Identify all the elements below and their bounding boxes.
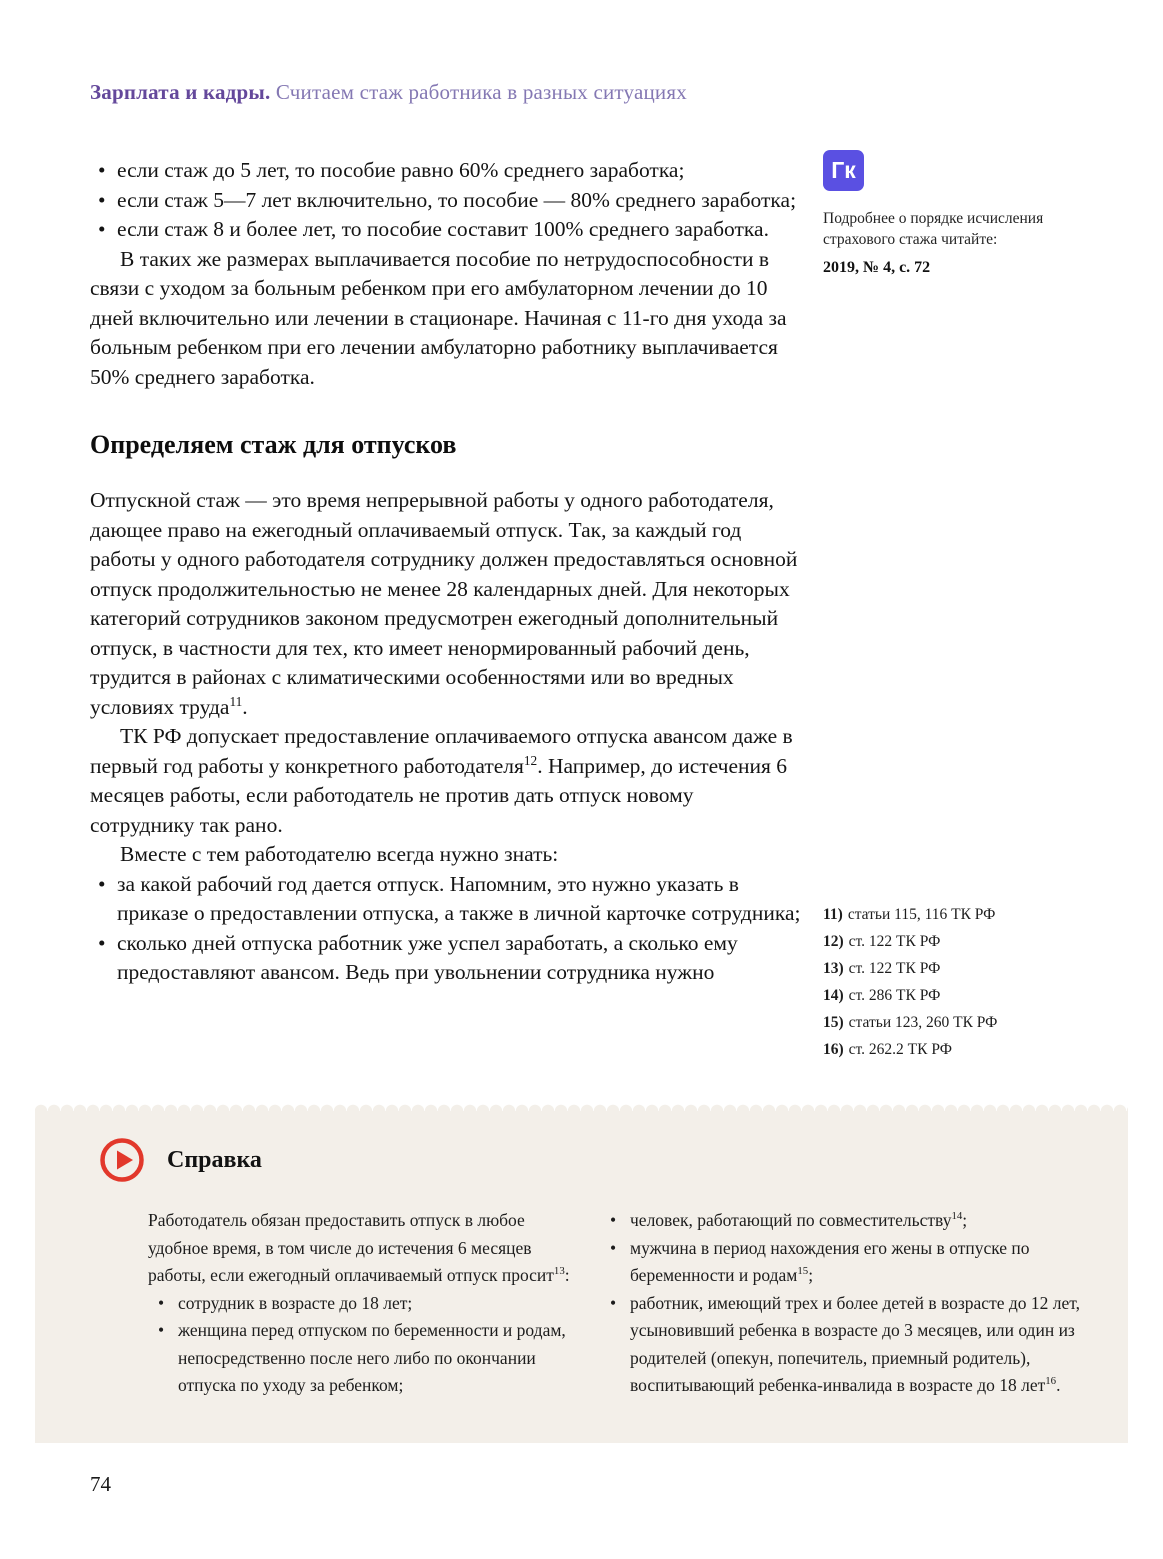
footnote	[823, 955, 1133, 982]
rubric-title: Зарплата и кадры.	[90, 80, 271, 104]
paragraph-text: :	[564, 1265, 570, 1285]
section-heading: Определяем стаж для отпусков	[90, 430, 457, 459]
paragraph-text: работник, имеющий трех и более детей в возрасте до 12 лет, усыновивший ребенка в возрасте до 3 месяцев, или один из родителей (опекун, попечитель, приемный родитель), воспитывающий ребенка-инвалида в возрасте до 18 лет	[630, 1292, 1080, 1395]
paragraph-text: мужчина в период нахождения его жены в отпуске по беременности и родам	[630, 1237, 1030, 1285]
sidebar-issue-reference: 2019, № 4, с. 72	[823, 259, 931, 276]
paragraph-sick-child: В таких же размерах выплачивается пособие по нетрудоспособности в связи с уходом за больным ребенком при его амбулаторном лечении до 10 дней включительно или лечении в стационаре. Начиная с 11-го дня ухода за больным ребенком при его лечении амбулаторно работнику выплачивается 50% среднего заработка.	[90, 246, 787, 389]
footnote-text: статьи 123, 260 ТК РФ	[848, 1014, 998, 1031]
paragraph-vacation-definition	[90, 486, 802, 722]
page-number: 74	[90, 1472, 111, 1496]
paragraph-text: . Например, до истечения 6 месяцев работы, если работодатель не против дать отпуск новому сотруднику так рано.	[90, 753, 788, 837]
paragraph-text: Работодатель обязан предоставить отпуск в любое удобное время, в том числе до истечения 6 месяцев работы, если ежегодный оплачиваемый отпуск просит	[148, 1210, 554, 1285]
paragraph-text: .	[242, 694, 248, 719]
list-item: • сотрудник в возрасте до 18 лет;	[148, 1290, 588, 1318]
list-item: • сколько дней отпуска работник уже успел заработать, а сколько ему предоставляют авансом. Ведь при увольнении сотрудника нужно	[90, 929, 802, 988]
list-item: • женщина перед отпуском по беременности и родам, непосредственно после него либо по окончании отпуска по уходу за ребенком;	[148, 1317, 588, 1400]
paragraph-text: Отпускной стаж — это время непрерывной работы у одного работодателя, дающее право на ежегодный оплачиваемый отпуск. Так, за каждый год работы у одного работодателя сотруднику должен предоставляться основной отпуск продолжительностью не менее 28 календарных дней. Для некоторых категорий сотрудников законом предусмотрен ежегодный дополнительный отпуск, в частности для тех, кто имеет ненормированный рабочий день, трудится в районах с климатическими особенностями или во вредных условиях труда	[90, 488, 798, 719]
reference-box-columns	[148, 1207, 1128, 1400]
footnote-text: ст. 286 ТК РФ	[848, 987, 941, 1004]
sidebar-note: Подробнее о порядке исчисления страхового стажа читайте:	[823, 210, 1044, 248]
footnotes-block	[823, 901, 1133, 1063]
refbox-intro	[148, 1207, 588, 1290]
list-item: • если стаж 8 и более лет, то пособие составит 100% среднего заработка.	[90, 215, 802, 245]
footnote-marker: 15	[797, 1265, 809, 1278]
footnote-marker: 14	[951, 1210, 963, 1223]
paragraph-text: ;	[808, 1265, 814, 1285]
footnote-number: 15)	[823, 1014, 844, 1031]
footnote-marker: 13	[553, 1265, 565, 1278]
list-item: • за какой рабочий год дается отпуск. Напомним, это нужно указать в приказе о предоставлении отпуска, а также в личной карточке сотрудника;	[90, 870, 802, 929]
play-icon	[99, 1137, 145, 1183]
reference-box	[35, 1111, 1128, 1443]
list-item	[608, 1207, 1086, 1235]
reference-box-header	[99, 1137, 1128, 1183]
footnote-number: 16)	[823, 1041, 844, 1058]
article-title: Считаем стаж работника в разных ситуациях	[275, 80, 687, 104]
reference-box-title: Справка	[167, 1146, 262, 1173]
paragraph-text: .	[1056, 1375, 1061, 1395]
refbox-left-bullets	[148, 1290, 588, 1400]
footnote-marker: 11	[229, 693, 243, 709]
footnote-text: ст. 262.2 ТК РФ	[848, 1041, 952, 1058]
reference-box-right-column	[608, 1207, 1086, 1400]
footnote-number: 12)	[823, 933, 844, 950]
paragraph-text: ТК РФ допускает предоставление оплачиваемого отпуска авансом даже в первый год работы у конкретного работодателя	[90, 724, 793, 778]
paragraph-text: человек, работающий по совместительству	[630, 1210, 952, 1230]
footnote-number: 11)	[823, 906, 843, 923]
footnote-number: 13)	[823, 960, 844, 977]
footnote-text: ст. 122 ТК РФ	[848, 933, 941, 950]
footnote-text: ст. 122 ТК РФ	[848, 960, 941, 977]
list-item: • если стаж до 5 лет, то пособие равно 60% среднего заработка;	[90, 156, 802, 186]
paragraph-text: ;	[962, 1210, 968, 1230]
reference-box-scalloped-edge	[35, 1102, 1128, 1111]
footnote	[823, 1036, 1133, 1063]
footnote-text: статьи 115, 116 ТК РФ	[847, 906, 996, 923]
footnote	[823, 1009, 1133, 1036]
footnote	[823, 928, 1133, 955]
employer-bullet-list	[90, 870, 802, 988]
list-item: • если стаж 5—7 лет включительно, то пособие — 80% среднего заработка;	[90, 186, 802, 216]
paragraph-employer-know: Вместе с тем работодателю всегда нужно знать:	[120, 842, 559, 866]
running-head	[90, 80, 687, 105]
footnote	[823, 901, 1133, 928]
glavkniga-logo-icon: Гк	[823, 150, 864, 191]
list-item	[608, 1290, 1086, 1400]
footnote-number: 14)	[823, 987, 844, 1004]
footnote-marker: 16	[1045, 1375, 1057, 1388]
footnote-marker: 12	[523, 752, 538, 768]
sidebar-reference	[823, 150, 1073, 277]
list-item	[608, 1235, 1086, 1290]
reference-box-left-column	[148, 1207, 588, 1400]
paragraph-advance-vacation	[90, 722, 802, 840]
footnote	[823, 982, 1133, 1009]
benefit-bullet-list	[90, 156, 802, 245]
main-column	[90, 156, 802, 988]
refbox-right-bullets	[608, 1207, 1086, 1400]
